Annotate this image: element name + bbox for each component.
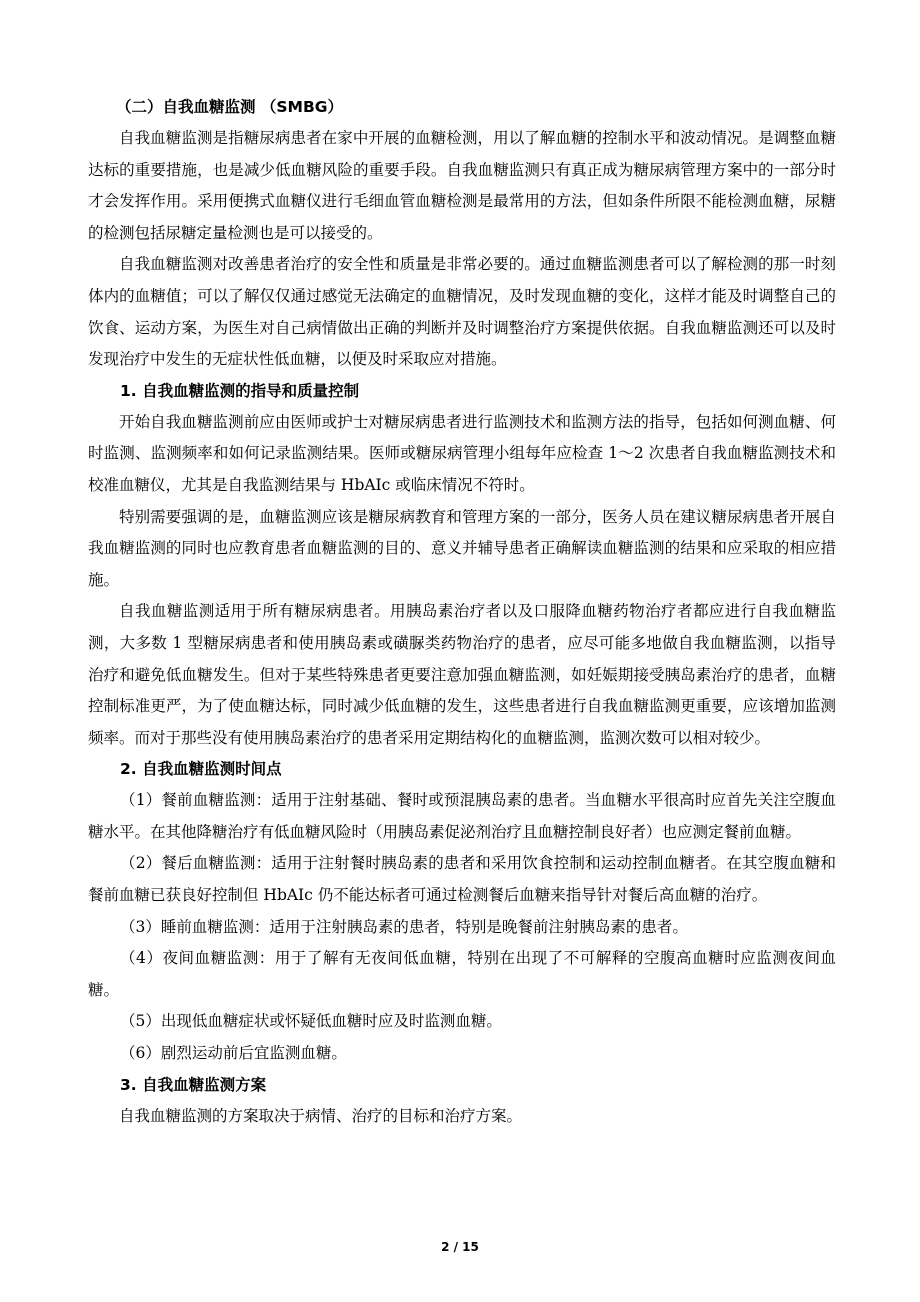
document-body [88, 92, 836, 1132]
subsection-title: 3. 自我血糖监测方案 [120, 1075, 267, 1094]
list-item: （6）剧烈运动前后宜监测血糖。 [120, 1044, 347, 1063]
paragraph: 自我血糖监测对改善患者治疗的安全性和质量是非常必要的。通过血糖监测患者可以了解检测的那一时刻体内的血糖值；可以了解仅仅通过感觉无法确定的血糖情况，及时发现血糖的变化，这样才能及时调整自己的饮食、运动方案，为医生对自己病情做出正确的判断并及时调整治疗方案提供依据。自我血糖监测还可以及时发现治疗中发生的无症状性低血糖，以便及时采取应对措施。 [88, 255, 836, 369]
paragraph: 开始自我血糖监测前应由医师或护士对糖尿病患者进行监测技术和监测方法的指导，包括如何测血糖、何时监测、监测频率和如何记录监测结果。医师或糖尿病管理小组每年应检查 1～2 次患者自我血糖监测技术和校准血糖仪，尤其是自我监测结果与 HbAIc 或临床情况不符时。 [88, 412, 836, 494]
subsection-title: 2. 自我血糖监测时间点 [120, 760, 282, 779]
list-item: （3）睡前血糖监测：适用于注射胰岛素的患者，特别是晚餐前注射胰岛素的患者。 [120, 917, 688, 936]
list-item: （2）餐后血糖监测：适用于注射餐时胰岛素的患者和采用饮食控制和运动控制血糖者。在其空腹血糖和餐前血糖已获良好控制但 HbAIc 仍不能达标者可通过检测餐后血糖来指导针对餐后高血糖的治疗。 [88, 854, 836, 905]
paragraph: 自我血糖监测适用于所有糖尿病患者。用胰岛素治疗者以及口服降血糖药物治疗者都应进行自我血糖监测，大多数 1 型糖尿病患者和使用胰岛素或磺脲类药物治疗的患者，应尽可能多地做自我血糖监测，以指导治疗和避免低血糖发生。但对于某些特殊患者更要注意加强血糖监测，如妊娠期接受胰岛素治疗的患者，血糖控制标准更严，为了使血糖达标，同时减少低血糖的发生，这些患者进行自我血糖监测更重要，应该增加监测频率。而对于那些没有使用胰岛素治疗的患者采用定期结构化的血糖监测，监测次数可以相对较少。 [88, 602, 836, 747]
list-item: （1）餐前血糖监测：适用于注射基础、餐时或预混胰岛素的患者。当血糖水平很高时应首先关注空腹血糖水平。在其他降糖治疗有低血糖风险时（用胰岛素促泌剂治疗且血糖控制良好者）也应测定餐前血糖。 [88, 791, 836, 841]
subsection-title: 1. 自我血糖监测的指导和质量控制 [120, 381, 360, 400]
paragraph: 自我血糖监测是指糖尿病患者在家中开展的血糖检测，用以了解血糖的控制水平和波动情况。是调整血糖达标的重要措施，也是减少低血糖风险的重要手段。自我血糖监测只有真正成为糖尿病管理方案中的一部分时才会发挥作用。采用便携式血糖仪进行毛细血管血糖检测是最常用的方法，但如条件所限不能检测血糖，尿糖的检测包括尿糖定量检测也是可以接受的。 [88, 129, 836, 242]
paragraph: 自我血糖监测的方案取决于病情、治疗的目标和治疗方案。 [119, 1106, 523, 1125]
section-title: （二）自我血糖监测 （SMBG） [116, 98, 344, 116]
page-number: 2 / 15 [441, 1240, 479, 1254]
list-item: （5）出现低血糖症状或怀疑低血糖时应及时监测血糖。 [120, 1012, 502, 1031]
list-item: （4）夜间血糖监测：用于了解有无夜间低血糖，特别在出现了不可解释的空腹高血糖时应监测夜间血糖。 [88, 949, 836, 999]
paragraph: 特别需要强调的是，血糖监测应该是糖尿病教育和管理方案的一部分，医务人员在建议糖尿病患者开展自我血糖监测的同时也应教育患者血糖监测的目的、意义并辅导患者正确解读血糖监测的结果和应采取的相应措施。 [88, 507, 836, 589]
